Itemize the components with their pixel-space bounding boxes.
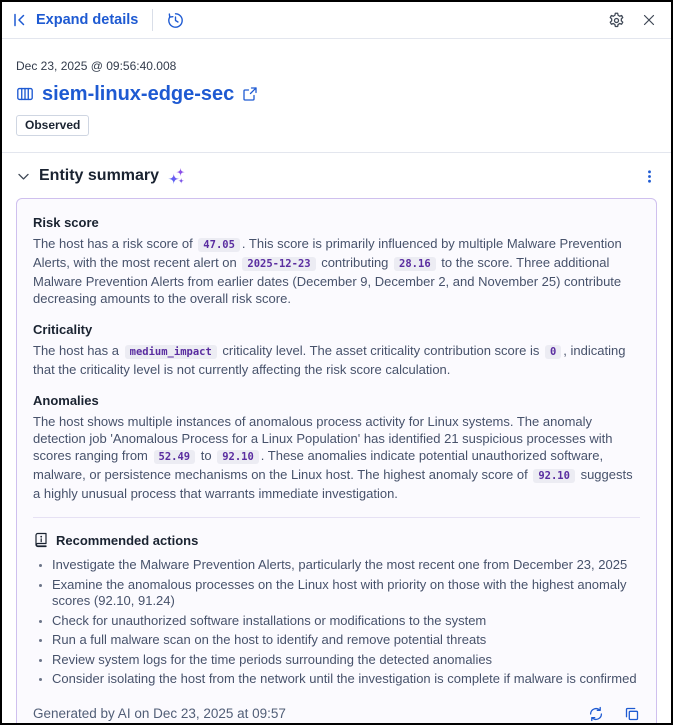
inline-code-value: 52.49 — [154, 450, 196, 464]
status-badge: Observed — [16, 115, 89, 136]
risk-score-heading: Risk score — [33, 215, 99, 230]
inline-code-value: 92.10 — [217, 450, 259, 464]
panel-divider — [33, 517, 640, 518]
recommended-actions-title: Recommended actions — [56, 532, 199, 548]
entity-title-row — [16, 84, 657, 104]
expand-details-label: Expand details — [36, 12, 139, 28]
recommended-action-item: • Check for unauthorized software installations or modifications to the system — [52, 613, 640, 630]
open-in-new-icon[interactable] — [242, 86, 258, 102]
recommended-action-item: • Investigate the Malware Prevention Alerts, particularly the most recent one from December 23, 2025 — [52, 557, 640, 574]
entity-name-link[interactable]: siem-linux-edge-sec — [42, 83, 235, 105]
expand-details-button[interactable] — [12, 12, 138, 28]
close-icon[interactable] — [641, 12, 657, 28]
settings-gear-icon[interactable] — [608, 12, 625, 29]
copy-icon[interactable] — [624, 706, 640, 722]
host-storage-icon — [16, 85, 34, 103]
ai-summary-panel — [16, 198, 657, 725]
collapse-panel-icon — [12, 12, 28, 28]
recommended-action-item: • Consider isolating the host from the network until the investigation is complete if malware is confirmed — [52, 671, 640, 688]
kebab-menu-icon[interactable] — [642, 169, 657, 184]
recommended-actions-header — [33, 532, 640, 548]
inline-code-value: 47.05 — [198, 238, 240, 252]
inline-code-value: medium_impact — [125, 345, 217, 359]
recommended-actions-list — [33, 557, 640, 688]
summary-footer — [33, 706, 640, 722]
recommended-action-item: • Review system logs for the time periods surrounding the detected anomalies — [52, 652, 640, 669]
sparkles-ai-icon — [167, 167, 185, 185]
event-timestamp: Dec 23, 2025 @ 09:56:40.008 — [16, 59, 177, 73]
entity-summary-header — [16, 167, 657, 185]
section-divider — [2, 152, 671, 153]
entity-summary-title: Entity summary — [39, 167, 160, 184]
criticality-text: The host has a medium_impact criticality level. The asset criticality contribution score is 0 , indicating that the criticality level is not currently affecting the risk score calculation. — [33, 343, 626, 377]
history-clock-icon[interactable] — [167, 12, 184, 29]
regenerate-icon[interactable] — [588, 706, 604, 722]
flyout-header-bar — [2, 2, 671, 39]
recommended-actions-book-icon — [33, 532, 49, 548]
inline-code-value: 92.10 — [533, 469, 575, 483]
header-divider — [152, 9, 153, 31]
inline-code-value: 2025-12-23 — [242, 257, 315, 271]
recommended-action-item: • Run a full malware scan on the host to identify and remove potential threats — [52, 632, 640, 649]
inline-code-value: 0 — [545, 345, 561, 359]
chevron-down-icon[interactable] — [16, 169, 31, 184]
inline-code-value: 28.16 — [394, 257, 436, 271]
criticality-heading: Criticality — [33, 322, 93, 337]
anomalies-heading: Anomalies — [33, 393, 99, 408]
anomalies-text: The host shows multiple instances of anomalous process activity for Linux systems. The anomaly detection job 'Anomalous Process for a Linux Population' has identified 21 suspicious processes with scores ranging from 52.49 to 92.10 . These anomalies indicate potential unauthorized software, malware, or persistence mechanisms on the Linux host. The highest anomaly score of 92.10 suggests a highly unusual process that warrants immediate investigation. — [33, 414, 633, 501]
recommended-action-item: • Examine the anomalous processes on the Linux host with priority on those with the highest anomaly scores (92.10, 91.24) — [52, 577, 640, 610]
risk-score-text: The host has a risk score of 47.05 . This score is primarily influenced by multiple Malware Prevention Alerts, with the most recent alert on 2025-12-23 contributing 28.16 to the score. Three additional Malware Prevention Alerts from earlier dates (December 9, December 2, and November 25) contribute decreasing amounts to the overall risk score. — [33, 236, 622, 306]
generated-by-ai-text: Generated by AI on Dec 23, 2025 at 09:57 — [33, 706, 286, 721]
